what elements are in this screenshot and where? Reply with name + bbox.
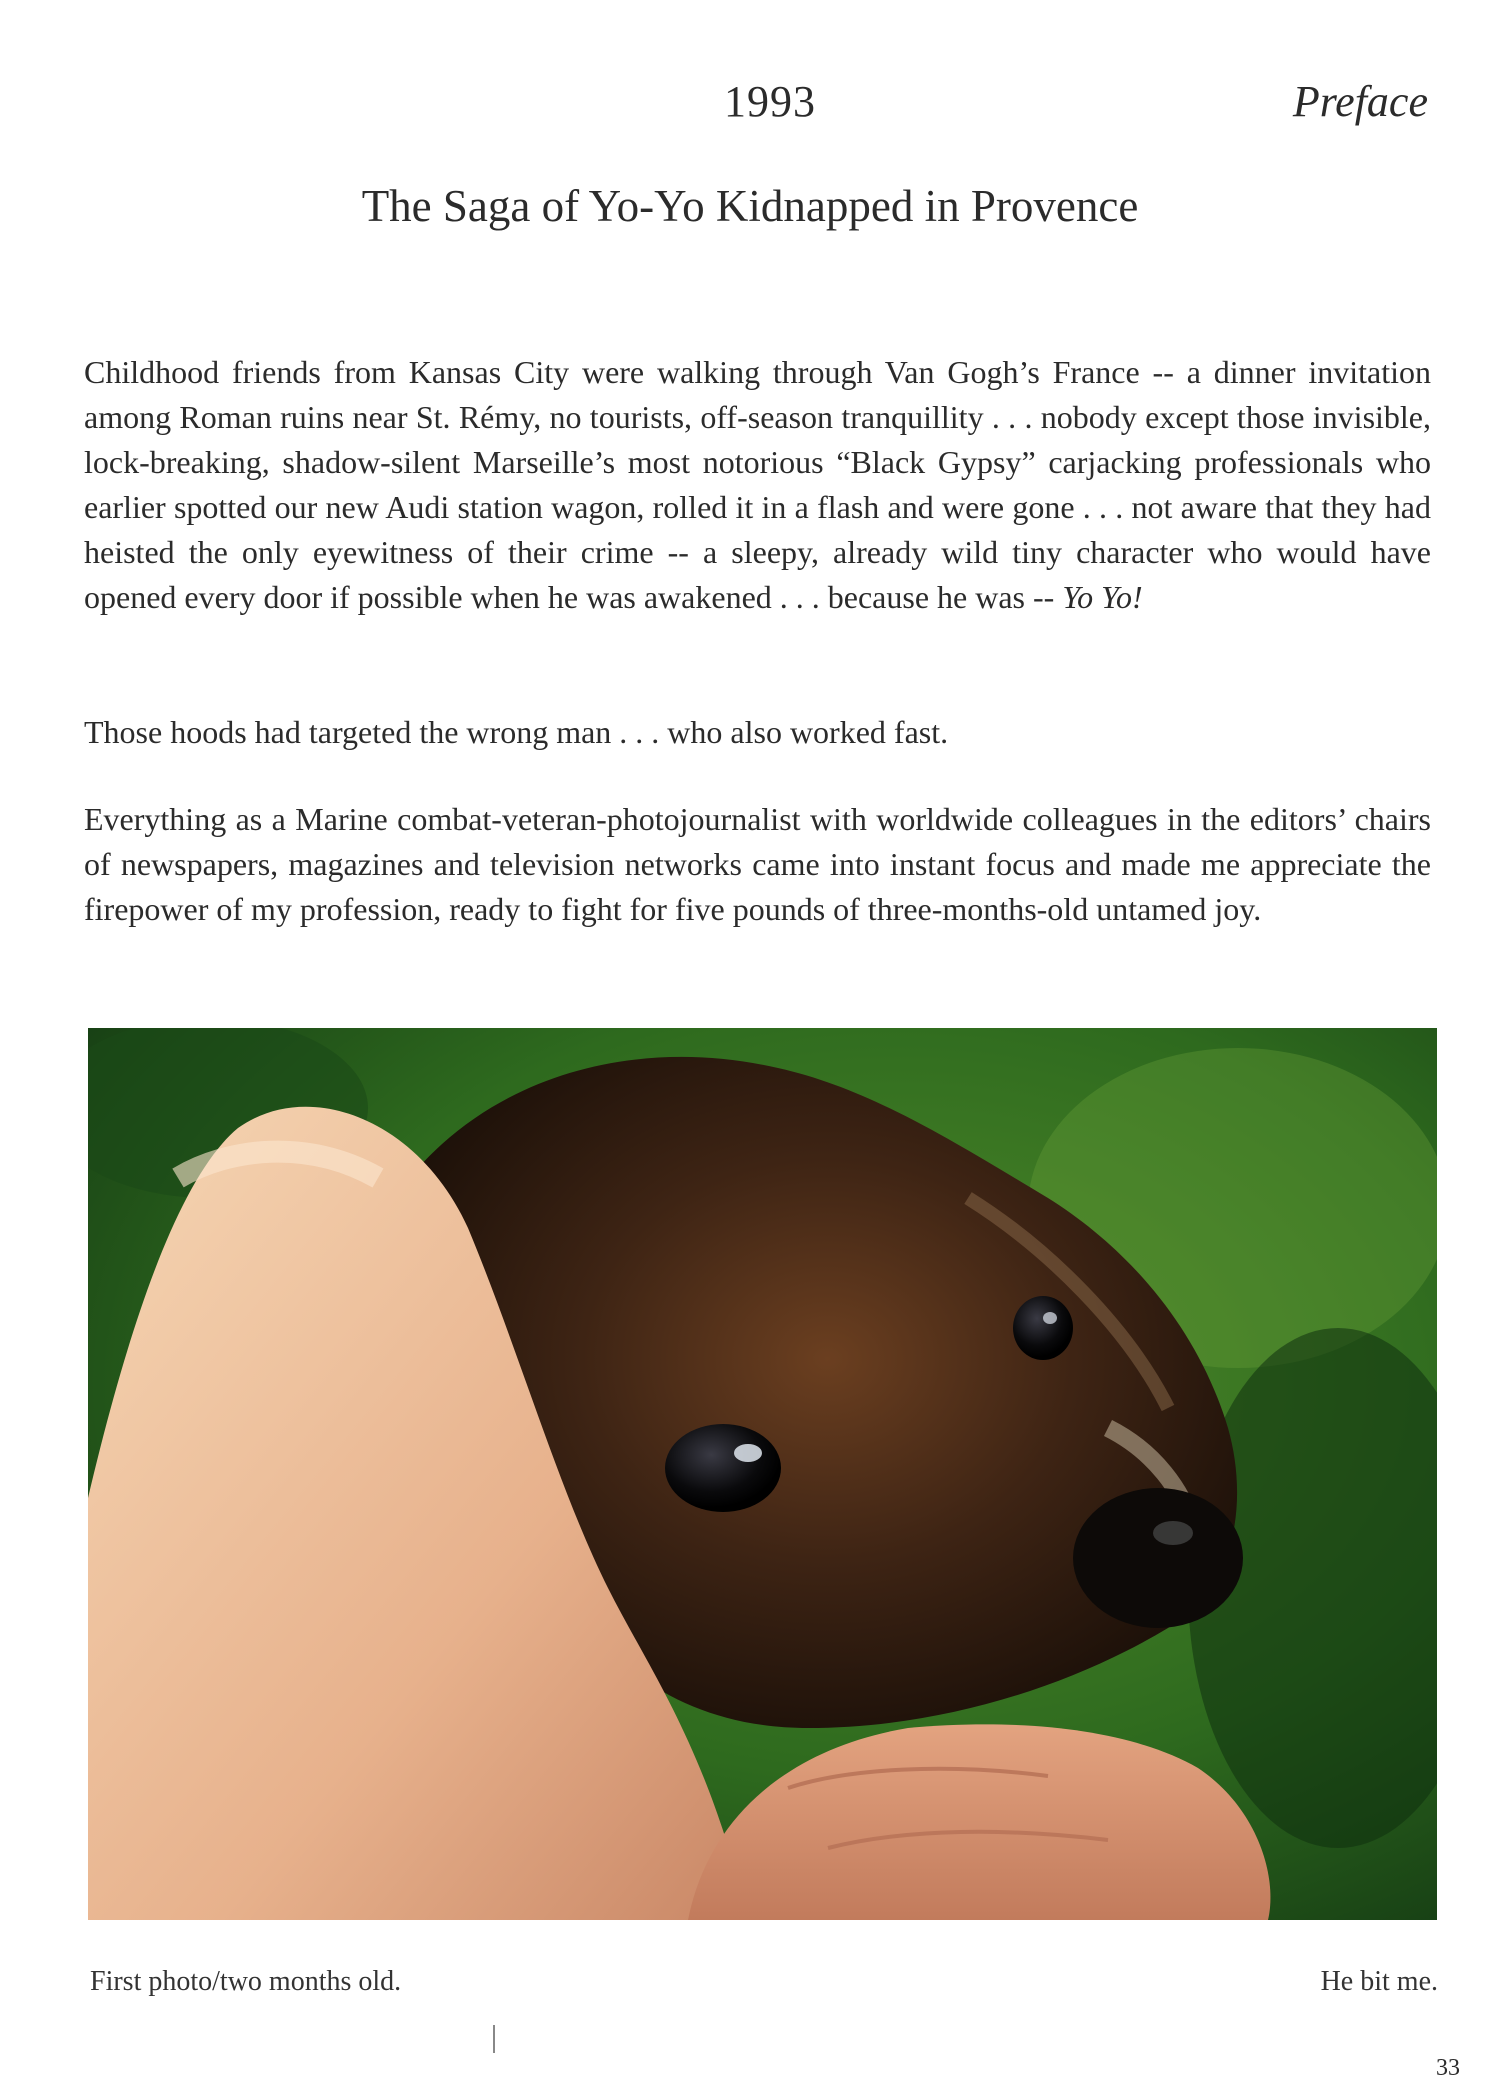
photo-caption-right: He bit me. [1320, 1966, 1438, 1997]
page-number: 33 [1436, 2055, 1460, 2081]
paragraph-1-text: Childhood friends from Kansas City were walking through Van Gogh’s France -- a dinner invitation among Roman ruins near St. Rémy, no tourists, off-season tranquillity . . . nobody except those invisible, lock-breaking, shadow-silent Marseille’s most notorious “Black Gypsy” carjacking professionals who earlier spotted our new Audi station wagon, rolled it in a flash and were gone . . . not aware that they had heisted the only eyewitness of their crime -- a sleepy, already wild tiny character who would have opened every door if possible when he was awakened . . . because he was -- [84, 354, 1431, 615]
paragraph-2: Those hoods had targeted the wrong man . . . who also worked fast. [84, 714, 949, 750]
chapter-year: 1993 [724, 77, 816, 126]
page-title: The Saga of Yo-Yo Kidnapped in Provence [361, 181, 1139, 231]
paragraph-3: Everything as a Marine combat-veteran-photojournalist with worldwide colleagues in the editors’ chairs of newspapers, magazines and television networks came into instant focus and made me appreciate the firepower of my profession, ready to fight for five pounds of three-months-old untamed joy. [84, 801, 1431, 927]
paragraph-1-emphasis: Yo Yo! [1062, 579, 1143, 615]
puppy-photo [88, 1028, 1437, 1920]
paragraph-1 [84, 350, 1431, 620]
section-label: Preface [1292, 77, 1428, 126]
scan-mark [493, 2025, 495, 2053]
photo-caption-left: First photo/two months old. [90, 1966, 402, 1997]
